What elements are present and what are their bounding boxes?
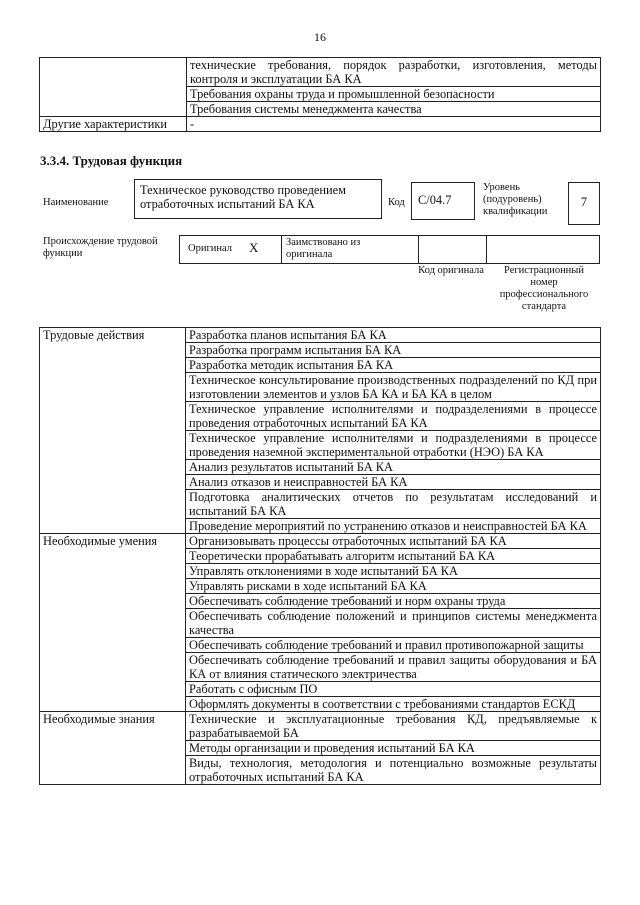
- top-characteristics-table: [39, 57, 601, 132]
- row-item: Разработка методик испытания БА КА: [186, 358, 601, 373]
- function-code-box: [411, 182, 475, 220]
- function-details-table: [39, 327, 601, 785]
- row-item: Подготовка аналитических отчетов по результатам исследований и испытаний БА КА: [186, 490, 601, 519]
- row-item: Проведение мероприятий по устранению отказов и неисправностей БА КА: [186, 519, 601, 534]
- row-item: Анализ результатов испытаний БА КА: [186, 460, 601, 475]
- original-mark: X: [249, 240, 259, 255]
- code-label: Код: [388, 197, 405, 208]
- function-name-box: [134, 179, 382, 219]
- row-item: Теоретически прорабатывать алгоритм испытаний БА КА: [186, 549, 601, 564]
- row-item: Методы организации и проведения испытаний БА КА: [186, 741, 601, 756]
- row-item: Требования системы менеджмента качества: [187, 102, 601, 117]
- divider: [281, 236, 282, 263]
- row-item: Технические и эксплуатационные требования КД, предъявляемые к разрабатываемой БА: [186, 712, 601, 741]
- section-heading: 3.3.4. Трудовая функция: [40, 153, 183, 168]
- row-label: Трудовые действия: [40, 328, 186, 534]
- divider: [486, 236, 487, 263]
- row-item: Управлять отклонениями в ходе испытаний БА КА: [186, 564, 601, 579]
- level-label: Уровень (подуровень) квалификации: [483, 182, 548, 217]
- row-item: Техническое управление исполнителями и подразделениями в процессе проведения отработочных испытаний БА КА: [186, 402, 601, 431]
- row-item: Обеспечивать соблюдение требований и правил защиты оборудования и БА КА от влияния статического электричества: [186, 653, 601, 682]
- row-label: Другие характеристики: [40, 117, 187, 132]
- row-item: Анализ отказов и неисправностей БА КА: [186, 475, 601, 490]
- row-item: технические требования, порядок разработки, изготовления, методы контроля и эксплуатации БА КА: [187, 58, 601, 87]
- level-box: [568, 182, 600, 225]
- row-label: Необходимые знания: [40, 712, 186, 785]
- row-item: Управлять рисками в ходе испытаний БА КА: [186, 579, 601, 594]
- original-label: Оригинал: [188, 243, 232, 254]
- reg-number-caption: Регистрационный номер профессионального стандарта: [499, 265, 589, 312]
- row-item: Обеспечивать соблюдение требований и правил противопожарной защиты: [186, 638, 601, 653]
- table-row: [40, 117, 601, 132]
- code-original-caption: Код оригинала: [418, 265, 484, 276]
- row-item: Разработка программ испытания БА КА: [186, 343, 601, 358]
- table-row: [40, 58, 601, 87]
- row-label: Необходимые умения: [40, 534, 186, 712]
- table-row: [40, 712, 601, 741]
- name-label: Наименование: [43, 197, 109, 208]
- row-item: Требования охраны труда и промышленной безопасности: [187, 87, 601, 102]
- level-value: 7: [580, 195, 588, 209]
- row-item: Техническое управление исполнителями и подразделениями в процессе проведения наземной экспериментальной отработки (НЭО) БА КА: [186, 431, 601, 460]
- function-code-value: С/04.7: [418, 193, 452, 207]
- page-number: 16: [314, 30, 326, 44]
- table-row: [40, 534, 601, 549]
- row-item: Оформлять документы в соответствии с требованиями стандартов ЕСКД: [186, 697, 601, 712]
- row-item: Техническое консультирование производственных подразделений по КД при изготовлении элементов и узлов БА КА и БА КА в целом: [186, 373, 601, 402]
- table-row: [40, 328, 601, 343]
- row-item: -: [187, 117, 601, 132]
- divider: [418, 236, 419, 263]
- row-item: Организовывать процессы отработочных испытаний БА КА: [186, 534, 601, 549]
- row-item: Виды, технология, методология и потенциально возможные результаты отработочных испытаний БА КА: [186, 756, 601, 785]
- borrowed-label: Заимствовано из оригинала: [286, 237, 361, 260]
- row-label: [40, 58, 187, 117]
- function-name-value: Техническое руководство проведением отработочных испытаний БА КА: [140, 183, 346, 211]
- row-item: Работать с офисным ПО: [186, 682, 601, 697]
- row-item: Обеспечивать соблюдение положений и принципов системы менеджмента качества: [186, 609, 601, 638]
- origin-label: Происхождение трудовой функции: [43, 236, 158, 259]
- row-item: Обеспечивать соблюдение требований и норм охраны труда: [186, 594, 601, 609]
- origin-row: [179, 235, 600, 264]
- row-item: Разработка планов испытания БА КА: [186, 328, 601, 343]
